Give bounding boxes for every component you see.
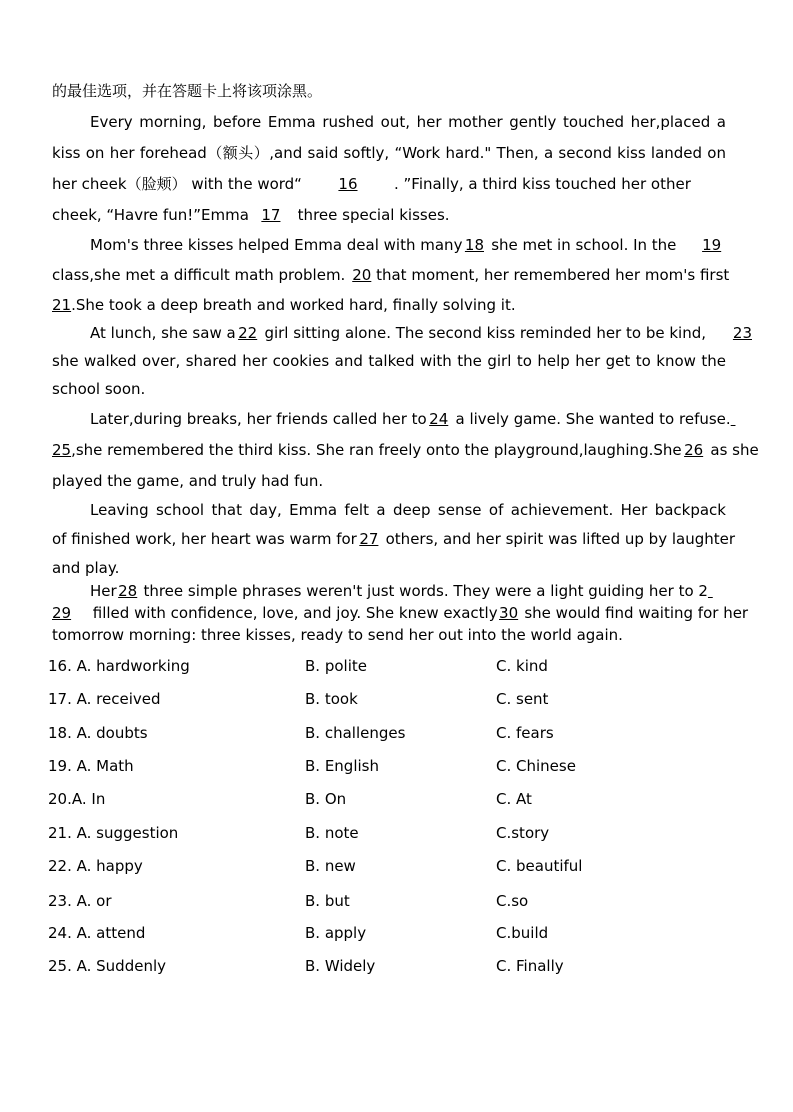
option-c[interactable]: C. At bbox=[496, 790, 532, 808]
option-b[interactable]: B. note bbox=[305, 824, 359, 842]
option-a[interactable]: 21. A. suggestion bbox=[48, 824, 179, 842]
option-b[interactable]: B. challenges bbox=[305, 724, 406, 742]
option-row-16 bbox=[48, 656, 748, 676]
passage-text: . ”Finally, a third kiss touched her other bbox=[393, 175, 691, 193]
option-a[interactable]: 18. A. doubts bbox=[48, 724, 148, 742]
passage-line-3 bbox=[52, 174, 726, 194]
blank-22: 22 bbox=[238, 324, 258, 342]
passage-line-8 bbox=[90, 323, 752, 343]
passage-text: of finished work, her heart was warm for bbox=[52, 530, 357, 548]
passage-text: .She took a deep breath and worked hard, finally solving it. bbox=[71, 296, 516, 314]
blank-24: 24 bbox=[429, 410, 449, 428]
option-a[interactable]: 23. A. or bbox=[48, 892, 112, 910]
passage-line-2: kiss on her forehead（额头）,and said softly, “Work hard." Then, a second kiss landed on bbox=[52, 144, 726, 162]
passage-text: she met in school. In the bbox=[486, 236, 682, 254]
passage-line-9: she walked over, shared her cookies and talked with the girl to help her get to know the bbox=[52, 352, 726, 370]
option-a[interactable]: 19. A. Math bbox=[48, 757, 134, 775]
option-b[interactable]: B. Widely bbox=[305, 957, 376, 975]
option-b[interactable]: B. On bbox=[305, 790, 347, 808]
option-c[interactable]: C. fears bbox=[496, 724, 554, 742]
blank-25: 25 bbox=[52, 441, 72, 459]
passage-text: her cheek（脸颊） with the word“ bbox=[52, 175, 302, 193]
option-c[interactable]: C. beautiful bbox=[496, 857, 583, 875]
passage-line-4 bbox=[52, 205, 726, 225]
option-row-22 bbox=[48, 856, 748, 876]
blank-27: 27 bbox=[359, 530, 379, 548]
blank-21: 21 bbox=[52, 296, 72, 314]
option-c[interactable]: C. Chinese bbox=[496, 757, 576, 775]
passage-text: that moment, her remembered her mom's first bbox=[371, 266, 730, 284]
passage-line-19: tomorrow morning: three kisses, ready to send her out into the world again. bbox=[52, 626, 623, 644]
passage-text: others, and her spirit was lifted up by laughter bbox=[380, 530, 736, 548]
passage-line-10: school soon. bbox=[52, 380, 146, 398]
blank-18: 18 bbox=[464, 236, 484, 254]
passage-text: three special kisses. bbox=[292, 206, 450, 224]
passage-text: three simple phrases weren't just words. They were a light guiding her to 2 bbox=[138, 582, 708, 600]
passage-text: cheek, “Havre fun!”Emma bbox=[52, 206, 249, 224]
option-row-20 bbox=[48, 789, 748, 809]
passage-line-17 bbox=[90, 581, 726, 601]
passage-line-5 bbox=[90, 235, 726, 255]
option-c[interactable]: C. kind bbox=[496, 657, 548, 675]
option-c[interactable]: C.build bbox=[496, 924, 549, 942]
passage-text: ,she remembered the third kiss. She ran freely onto the playground,laughing.She bbox=[71, 441, 682, 459]
passage-line-13: played the game, and truly had fun. bbox=[52, 472, 324, 490]
option-row-25 bbox=[48, 956, 748, 976]
option-c[interactable]: C. sent bbox=[496, 690, 549, 708]
option-a[interactable]: 24. A. attend bbox=[48, 924, 146, 942]
blank-17: 17 bbox=[261, 206, 281, 224]
passage-text: class,she met a difficult math problem. bbox=[52, 266, 346, 284]
option-row-17 bbox=[48, 689, 748, 709]
option-row-21 bbox=[48, 823, 748, 843]
blank-20: 20 bbox=[352, 266, 372, 284]
passage-text: Mom's three kisses helped Emma deal with many bbox=[90, 236, 463, 254]
passage-line-18 bbox=[52, 603, 749, 623]
option-a[interactable]: 16. A. hardworking bbox=[48, 657, 190, 675]
passage-line-12 bbox=[52, 440, 759, 460]
passage-text: she would find waiting for her bbox=[519, 604, 749, 622]
passage-text: filled with confidence, love, and joy. She knew exactly bbox=[88, 604, 498, 622]
passage-text: At lunch, she saw a bbox=[90, 324, 236, 342]
passage-line-11 bbox=[90, 409, 731, 429]
passage-line-1: Every morning, before Emma rushed out, her mother gently touched her,placed a bbox=[90, 113, 726, 131]
option-b[interactable]: B. polite bbox=[305, 657, 367, 675]
option-row-24 bbox=[48, 923, 748, 943]
blank-26: 26 bbox=[684, 441, 704, 459]
option-a[interactable]: 25. A. Suddenly bbox=[48, 957, 167, 975]
option-c[interactable]: C.story bbox=[496, 824, 550, 842]
option-c[interactable]: C. Finally bbox=[496, 957, 564, 975]
blank-19: 19 bbox=[702, 236, 722, 254]
blank-29: 29 bbox=[52, 604, 72, 622]
blank-16: 16 bbox=[338, 175, 358, 193]
passage-line-14: Leaving school that day, Emma felt a deep sense of achievement. Her backpack bbox=[90, 501, 726, 519]
option-b[interactable]: B. apply bbox=[305, 924, 367, 942]
option-b[interactable]: B. took bbox=[305, 690, 358, 708]
option-a[interactable]: 17. A. received bbox=[48, 690, 161, 708]
option-b[interactable]: B. English bbox=[305, 757, 379, 775]
blank-30: 30 bbox=[499, 604, 519, 622]
option-b[interactable]: B. but bbox=[305, 892, 350, 910]
passage-line-6 bbox=[52, 265, 730, 285]
passage-text: as she bbox=[705, 441, 759, 459]
option-c[interactable]: C.so bbox=[496, 892, 529, 910]
blank-23: 23 bbox=[732, 324, 752, 342]
option-row-23 bbox=[48, 891, 748, 911]
passage-line-15 bbox=[52, 529, 736, 549]
option-row-18 bbox=[48, 723, 748, 743]
passage-text: girl sitting alone. The second kiss reminded her to be kind, bbox=[259, 324, 706, 342]
passage-text: a lively game. She wanted to refuse. bbox=[450, 410, 731, 428]
option-a[interactable]: 22. A. happy bbox=[48, 857, 143, 875]
passage-line-16: and play. bbox=[52, 559, 120, 577]
option-a[interactable]: 20.A. In bbox=[48, 790, 106, 808]
passage-text: Later,during breaks, her friends called her to bbox=[90, 410, 427, 428]
option-row-19 bbox=[48, 756, 748, 776]
blank-28: 28 bbox=[118, 582, 138, 600]
option-b[interactable]: B. new bbox=[305, 857, 356, 875]
instruction-text: 的最佳选项，并在答题卡上将该项涂黑。 bbox=[52, 82, 323, 100]
passage-text: Her bbox=[90, 582, 117, 600]
passage-line-7 bbox=[52, 295, 726, 315]
